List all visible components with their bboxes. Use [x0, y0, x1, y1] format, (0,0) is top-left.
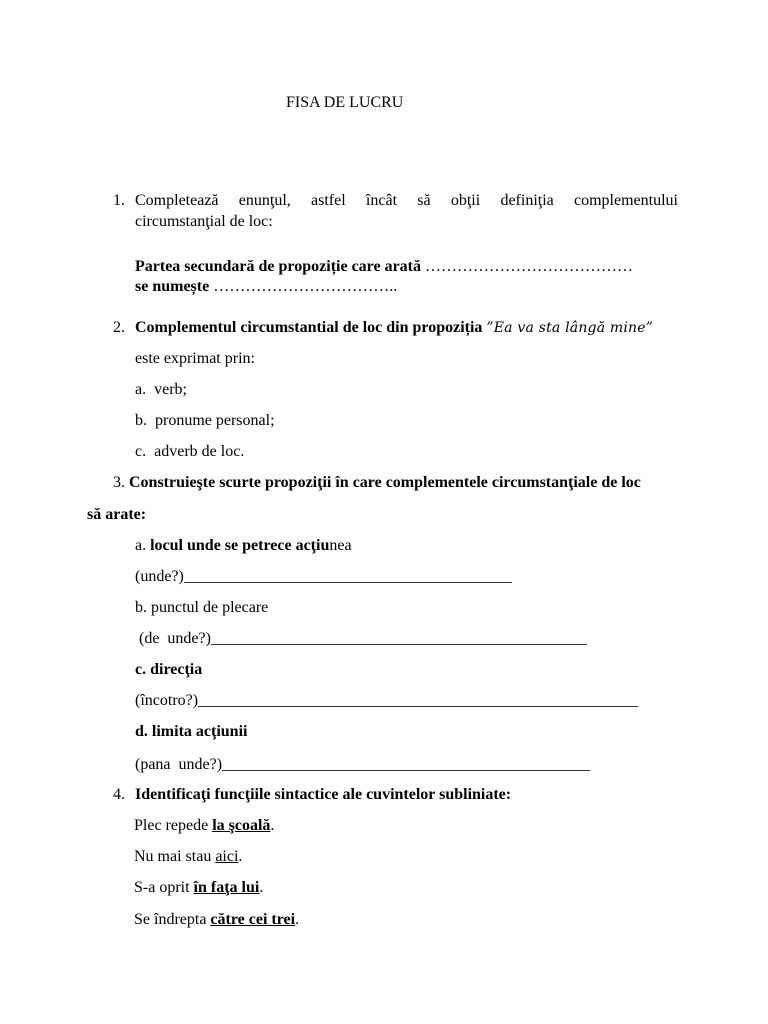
q1-definition-line2 [135, 277, 397, 297]
q3-a-bold: locul unde se petrece acţiu [150, 537, 330, 554]
q3-line1 [113, 473, 641, 493]
q4-sentence-1 [134, 816, 274, 836]
underlined-word: în faţa lui [193, 879, 260, 896]
sentence-text: Plec repede [134, 817, 213, 834]
q2-line2: este exprimat prin: [135, 350, 255, 367]
sentence-end: . [259, 879, 264, 896]
q1-word: să [417, 192, 431, 209]
q3-bold-text: Construieşte scurte propoziţii în care complementele circumstanţiale de loc [129, 474, 641, 491]
q3-a-blank[interactable]: (unde?)_________________________________________ [135, 568, 512, 585]
q3-b-blank[interactable]: (de unde?)_______________________________________________ [135, 630, 587, 647]
q1-dots: ………………………………… [425, 258, 634, 275]
q1-number: 1. [113, 192, 125, 209]
q1-word: complementului [574, 192, 678, 209]
q2-option-b [135, 411, 275, 431]
q2-number: 2. [113, 319, 125, 336]
page-title: FISA DE LUCRU [286, 94, 404, 111]
q1-word: obţii [450, 192, 481, 209]
q2-option-a [135, 380, 187, 400]
option-text: adverb de loc. [154, 443, 245, 460]
q4-instruction: Identificaţi funcţiile sintactice ale cuvintelor subliniate: [135, 786, 512, 803]
q3-a-prefix: a. [135, 537, 147, 554]
q3-line2: să arate: [87, 506, 147, 523]
option-text: verb; [154, 381, 187, 398]
underlined-word: la şcoală [212, 817, 271, 834]
q2-bold-text: Complementul circumstantial de loc din propoziția [135, 319, 483, 336]
q1-word: astfel [311, 192, 346, 209]
q3-d-label: d. limita acţiunii [135, 723, 248, 740]
sentence-text: Se îndrepta [134, 911, 211, 928]
q4-sentence-4 [134, 910, 299, 930]
q4-number: 4. [113, 786, 125, 803]
q3-number: 3. [113, 474, 125, 491]
q1-line1 [135, 191, 678, 211]
sentence-end: . [238, 848, 243, 865]
option-letter: a. [135, 381, 147, 398]
sentence-end: . [295, 911, 300, 928]
q1-word: enunţul, [238, 192, 291, 209]
q3-a-rest: nea [329, 537, 352, 554]
q4-sentence-2 [134, 847, 242, 867]
option-letter: c. [135, 443, 147, 460]
q1-bold-text: Partea secundară de propoziție care arată [135, 258, 422, 275]
option-letter: b. [135, 412, 147, 429]
underlined-word: aici [215, 848, 239, 865]
q2-line1 [135, 318, 653, 338]
q3-d-blank[interactable]: (pana unde?)______________________________________________ [135, 756, 591, 773]
q2-quote: ”Ea va sta lângă mine” [486, 320, 654, 336]
q3-c-label: c. direcţia [135, 661, 203, 678]
sentence-end: . [270, 817, 275, 834]
q1-dots: …………………………….. [213, 278, 398, 295]
sentence-text: S-a oprit [134, 879, 194, 896]
q2-option-c [135, 442, 244, 462]
q4-sentence-3 [134, 878, 263, 898]
q1-word: încât [365, 192, 398, 209]
q3-b-label: b. punctul de plecare [135, 599, 269, 616]
q1-word: Completează [135, 192, 219, 209]
q1-definition-line1 [135, 257, 633, 277]
q1-word: definiţia [500, 192, 554, 209]
q1-bold-text: se numește [135, 278, 210, 295]
q3-c-blank[interactable]: (încotro?)_______________________________________________________ [135, 692, 639, 709]
q1-line2: circumstanţial de loc: [135, 213, 273, 230]
option-text: pronume personal; [155, 412, 275, 429]
sentence-text: Nu mai stau [134, 848, 216, 865]
underlined-word: către cei trei [210, 911, 296, 928]
q3-a-label [135, 536, 352, 556]
